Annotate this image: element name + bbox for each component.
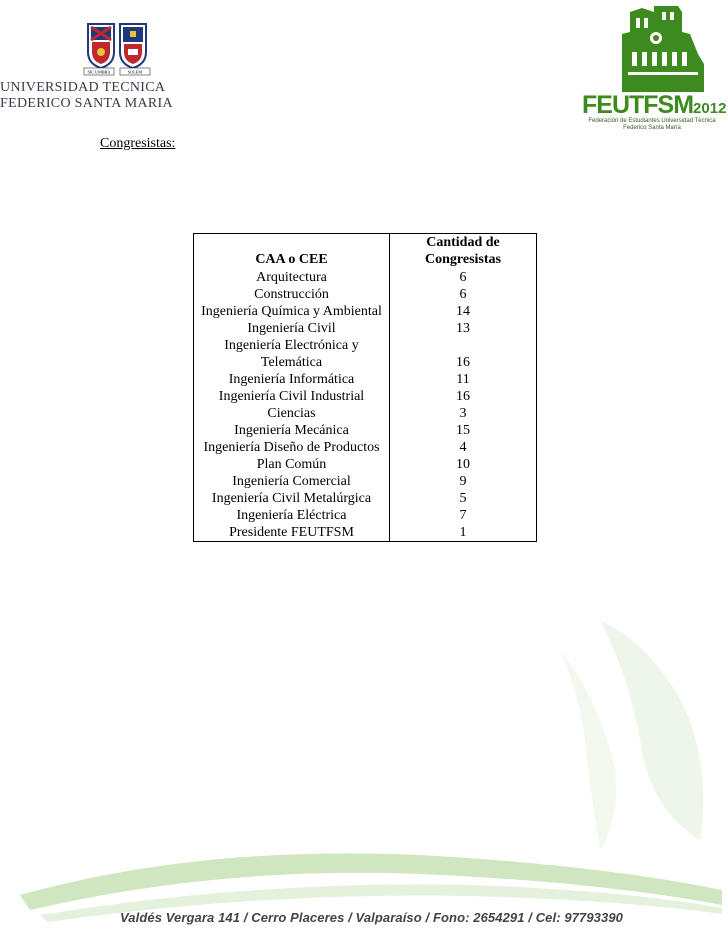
row-count: 14	[390, 303, 537, 320]
row-count: 11	[390, 371, 537, 388]
row-count: 6	[390, 286, 537, 303]
crest-shield-left	[88, 24, 114, 68]
feutfsm-subtitle-line1: Federación de Estudiantes Universidad Técnica	[588, 118, 716, 124]
row-count: 16	[390, 337, 537, 371]
table-row	[194, 337, 537, 371]
row-name: Ingeniería Diseño de Productos	[194, 439, 390, 456]
table-row	[194, 320, 537, 337]
row-count: 3	[390, 405, 537, 422]
university-name-line2: FEDERICO SANTA MARIA	[0, 96, 173, 111]
row-name: Ingeniería Mecánica	[194, 422, 390, 439]
footer-address: Valdés Vergara 141 / Cerro Placeres / Valparaíso / Fono: 2654291 / Cel: 97793390	[120, 910, 624, 925]
row-name: Ingeniería Eléctrica	[194, 507, 390, 524]
row-name: Plan Común	[194, 456, 390, 473]
row-count: 9	[390, 473, 537, 490]
row-count: 10	[390, 456, 537, 473]
table-row	[194, 490, 537, 507]
crest-motto-right: SOLEM	[127, 69, 143, 75]
row-count: 16	[390, 388, 537, 405]
table-row	[194, 456, 537, 473]
row-count: 13	[390, 320, 537, 337]
feutfsm-logo-name: FEUTFSM	[582, 91, 694, 119]
row-name: Ingeniería Informática	[194, 371, 390, 388]
row-name-line1: Ingeniería Electrónica y	[224, 338, 359, 353]
header-caa-cee	[194, 234, 390, 270]
row-name: Ingeniería Química y Ambiental	[194, 303, 390, 320]
crest-shield-right	[120, 24, 146, 68]
row-name: Ingeniería Comercial	[194, 473, 390, 490]
crest-motto-left: SIC UMBRA	[87, 69, 111, 75]
university-crest-logo	[82, 22, 152, 76]
table-row	[194, 286, 537, 303]
row-count: 6	[390, 269, 537, 286]
row-name	[194, 337, 390, 371]
congresistas-table	[193, 233, 537, 542]
row-count: 1	[390, 524, 537, 542]
table-row	[194, 473, 537, 490]
row-name: Presidente FEUTFSM	[194, 524, 390, 542]
row-name: Ingeniería Civil Industrial	[194, 388, 390, 405]
row-name-line2: Telemática	[260, 355, 323, 370]
row-name: Ingeniería Civil Metalúrgica	[194, 490, 390, 507]
row-name: Construcción	[194, 286, 390, 303]
row-count: 5	[390, 490, 537, 507]
row-name: Ingeniería Civil	[194, 320, 390, 337]
table-row	[194, 439, 537, 456]
header-cantidad-line1: Cantidad de	[426, 235, 500, 250]
section-title: Congresistas:	[100, 136, 176, 151]
table-row	[194, 422, 537, 439]
table-row	[194, 303, 537, 320]
university-name-line1: UNIVERSIDAD TECNICA	[0, 80, 166, 95]
row-name: Arquitectura	[194, 269, 390, 286]
crest-motto-ribbon	[84, 68, 150, 75]
row-count: 4	[390, 439, 537, 456]
table-row	[194, 269, 537, 286]
decorative-swoosh-background	[0, 560, 728, 942]
university-name	[0, 80, 173, 112]
feutfsm-subtitle-line2: Federico Santa María	[623, 125, 681, 131]
feutfsm-logo-year: 2012	[693, 100, 727, 117]
row-count: 7	[390, 507, 537, 524]
table-row	[194, 507, 537, 524]
table-row	[194, 388, 537, 405]
table-row	[194, 371, 537, 388]
table-row	[194, 524, 537, 542]
table-header-row	[194, 234, 537, 270]
row-name: Ciencias	[194, 405, 390, 422]
header-caa-cee-label: CAA o CEE	[255, 252, 328, 267]
header-cantidad	[390, 234, 537, 270]
header-cantidad-line2: Congresistas	[425, 252, 501, 267]
table-row	[194, 405, 537, 422]
feutfsm-logo-subtitle	[582, 118, 722, 132]
row-count: 15	[390, 422, 537, 439]
